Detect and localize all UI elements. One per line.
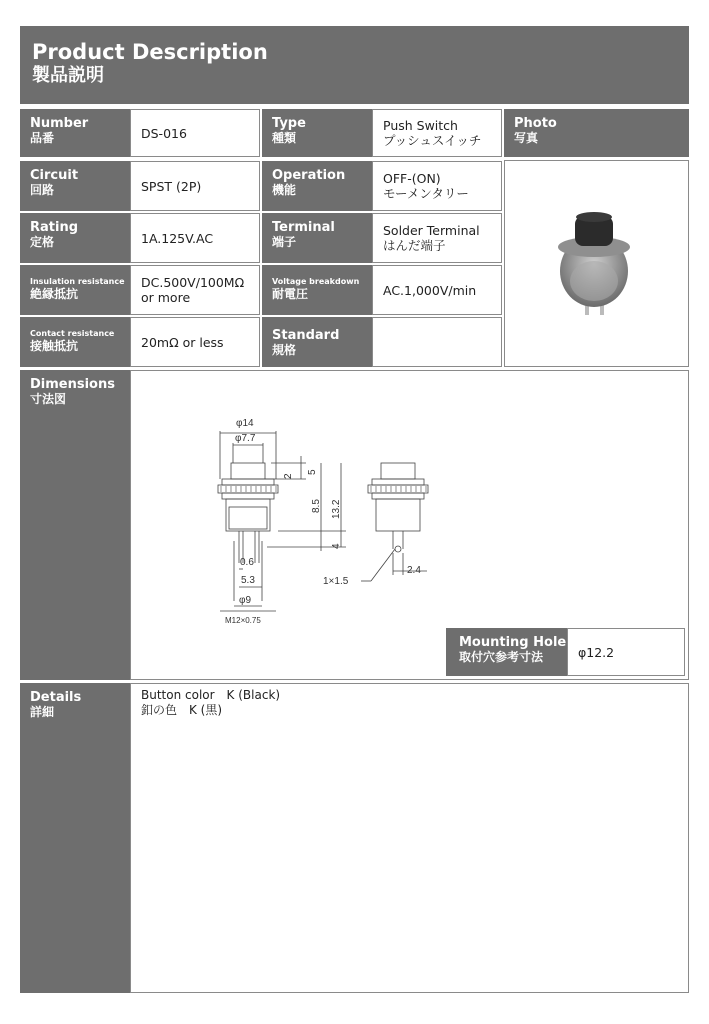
voltage-label: Voltage breakdown 耐電圧 bbox=[262, 265, 372, 315]
dim-8-5: 8.5 bbox=[311, 499, 322, 513]
dim-13-2: 13.2 bbox=[331, 499, 342, 519]
photo-label: Photo 写真 bbox=[504, 109, 689, 157]
details-line-2: 釦の色 K (黒) bbox=[141, 703, 223, 717]
dim-phi14: φ14 bbox=[236, 418, 254, 429]
dim-thread: M12×0.75 bbox=[225, 616, 261, 625]
insulation-label: Insulation resistance 絶縁抵抗 bbox=[20, 265, 130, 315]
contact-label: Contact resistance 接触抵抗 bbox=[20, 317, 130, 367]
dim-2: 2 bbox=[283, 473, 294, 479]
type-label: Type 種類 bbox=[262, 109, 372, 157]
contact-value: 20mΩ or less bbox=[130, 317, 260, 367]
product-photo bbox=[505, 161, 688, 366]
dim-1x1-5: 1×1.5 bbox=[323, 576, 349, 587]
insulation-value: DC.500V/100MΩ or more bbox=[130, 265, 260, 315]
dimensions-label: Dimensions 寸法図 bbox=[20, 370, 130, 680]
page-title-en: Product Description bbox=[32, 40, 268, 64]
mounting-hole-value: φ12.2 bbox=[567, 628, 685, 676]
terminal-value: Solder Terminal はんだ端子 bbox=[372, 213, 502, 263]
dimensions-area bbox=[130, 370, 689, 680]
rating-value: 1A.125V.AC bbox=[130, 213, 260, 263]
photo-frame bbox=[504, 160, 689, 367]
details-label: Details 詳細 bbox=[20, 683, 130, 993]
details-line-1: Button color K (Black) bbox=[141, 688, 281, 702]
dim-phi9: φ9 bbox=[239, 595, 252, 606]
circuit-label: Circuit 回路 bbox=[20, 161, 130, 211]
mounting-hole-label: Mounting Hole 取付穴参考寸法 bbox=[446, 628, 567, 676]
page-title-jp: 製品説明 bbox=[32, 65, 104, 86]
dim-5-3: 5.3 bbox=[241, 575, 255, 586]
dim-phi7-7: φ7.7 bbox=[235, 433, 256, 444]
page-header bbox=[20, 26, 689, 104]
standard-label: Standard 規格 bbox=[262, 317, 372, 367]
voltage-value: AC.1,000V/min bbox=[372, 265, 502, 315]
dim-5: 5 bbox=[307, 469, 318, 475]
number-label: Number 品番 bbox=[20, 109, 130, 157]
dim-2-4: 2.4 bbox=[407, 565, 421, 576]
dim-0-6: 0.6 bbox=[240, 557, 254, 568]
type-value: Push Switch プッシュスイッチ bbox=[372, 109, 502, 157]
circuit-value: SPST (2P) bbox=[130, 161, 260, 211]
dim-4: 4 bbox=[331, 543, 342, 549]
operation-value: OFF-(ON) モーメンタリー bbox=[372, 161, 502, 211]
standard-value bbox=[372, 317, 502, 367]
terminal-label: Terminal 端子 bbox=[262, 213, 372, 263]
rating-label: Rating 定格 bbox=[20, 213, 130, 263]
number-value: DS-016 bbox=[130, 109, 260, 157]
operation-label: Operation 機能 bbox=[262, 161, 372, 211]
details-area bbox=[130, 683, 689, 993]
